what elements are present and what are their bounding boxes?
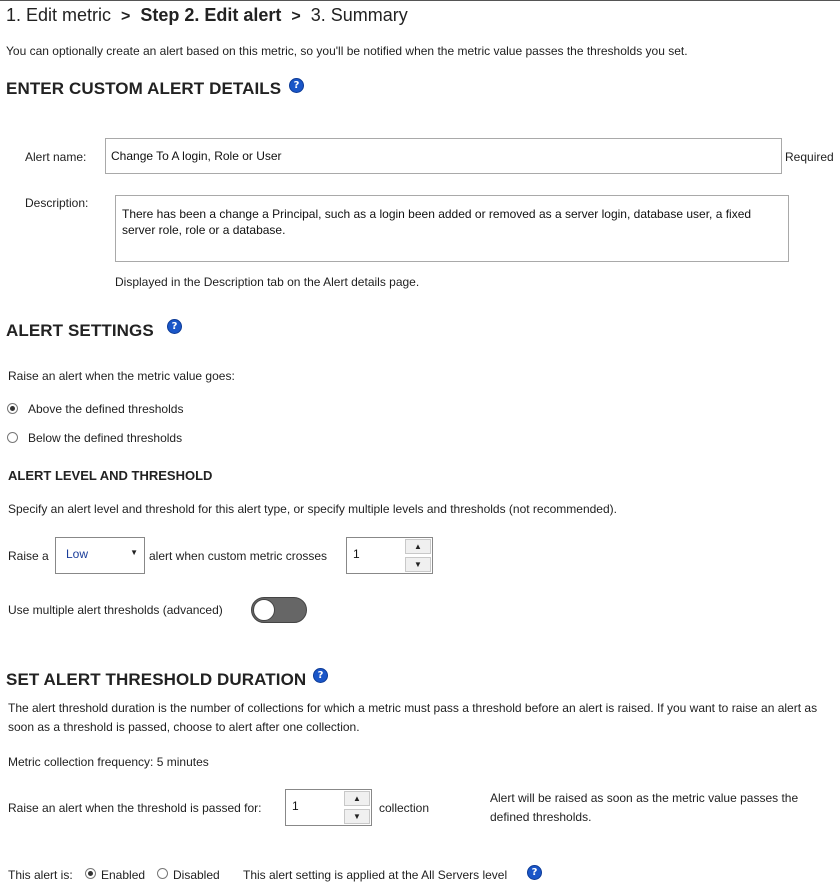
alert-name-label: Alert name: (25, 150, 87, 164)
radio-above-thresholds[interactable] (7, 403, 18, 414)
duration-note-line1: Alert will be raised as soon as the metric value passes the (490, 791, 799, 805)
alert-level-value: Low (66, 547, 89, 561)
alert-level-select[interactable] (55, 537, 145, 574)
collection-unit: collection (379, 801, 430, 815)
radio-disabled[interactable] (157, 868, 168, 879)
radio-below-label[interactable]: Below the defined thresholds (28, 431, 183, 445)
breadcrumb (6, 5, 408, 26)
alert-scope-text: This alert setting is applied at the All Servers level (243, 868, 508, 882)
intro-text: You can optionally create an alert based on this metric, so you'll be notified when the metric value passes the thresholds you set. (6, 44, 688, 58)
collection-frequency: Metric collection frequency: 5 minutes (8, 755, 209, 769)
description-label: Description: (25, 196, 89, 210)
duration-title: SET ALERT THRESHOLD DURATION (6, 670, 307, 689)
help-icon[interactable]: ? (527, 865, 542, 880)
passed-for-label: Raise an alert when the threshold is passed for: (8, 801, 262, 815)
top-border (0, 0, 840, 1)
help-icon[interactable]: ? (167, 319, 182, 334)
alert-name-input[interactable]: Change To A login, Role or User (105, 138, 782, 174)
required-label: Required (785, 150, 834, 164)
collections-stepper[interactable] (285, 789, 372, 826)
duration-description-line2: soon as a threshold is passed, choose to alert after one collection. (8, 720, 360, 734)
radio-enabled-label[interactable]: Enabled (101, 868, 146, 882)
breadcrumb-separator: > (121, 8, 131, 25)
collections-value[interactable]: 1 (292, 799, 299, 813)
breadcrumb-step-edit-alert: Step 2. Edit alert (140, 5, 282, 25)
duration-description-line1: The alert threshold duration is the number of collections for which a metric must pass a threshold before an alert is raised. If you want to raise an alert as (8, 701, 818, 715)
description-textarea[interactable]: There has been a change a Principal, such as a login been added or removed as a server login, database user, a fixed server role, role or a database. (115, 195, 789, 262)
toggle-knob (253, 599, 275, 621)
crosses-label: alert when custom metric crosses (149, 549, 328, 563)
multiple-thresholds-label: Use multiple alert thresholds (advanced) (8, 603, 223, 617)
help-icon[interactable]: ? (289, 78, 304, 93)
spin-down-icon[interactable]: ▼ (405, 557, 431, 572)
level-threshold-title: ALERT LEVEL AND THRESHOLD (8, 468, 213, 483)
spin-up-icon[interactable]: ▲ (405, 539, 431, 554)
description-hint: Displayed in the Description tab on the Alert details page. (115, 275, 420, 289)
spin-down-icon[interactable]: ▼ (344, 809, 370, 824)
breadcrumb-step-summary[interactable]: 3. Summary (310, 5, 408, 25)
custom-details-title: ENTER CUSTOM ALERT DETAILS (6, 79, 282, 98)
spin-up-icon[interactable]: ▲ (344, 791, 370, 806)
chevron-down-icon: ▼ (130, 548, 138, 557)
alert-status-label: This alert is: (8, 868, 73, 882)
multiple-thresholds-toggle[interactable] (251, 597, 307, 623)
threshold-value[interactable]: 1 (353, 547, 360, 561)
level-threshold-description: Specify an alert level and threshold for this alert type, or specify multiple levels and thresholds (not recommended). (8, 502, 617, 516)
breadcrumb-separator: > (291, 8, 301, 25)
breadcrumb-step-edit-metric[interactable]: 1. Edit metric (6, 5, 112, 25)
threshold-stepper[interactable] (346, 537, 433, 574)
duration-note-line2: defined thresholds. (490, 810, 592, 824)
alert-settings-title: ALERT SETTINGS (6, 321, 154, 340)
radio-below-thresholds[interactable] (7, 432, 18, 443)
help-icon[interactable]: ? (313, 668, 328, 683)
radio-enabled[interactable] (85, 868, 96, 879)
raise-prompt: Raise an alert when the metric value goes: (8, 369, 235, 383)
raise-a-label: Raise a (8, 549, 49, 563)
radio-disabled-label[interactable]: Disabled (173, 868, 220, 882)
radio-above-label[interactable]: Above the defined thresholds (28, 402, 184, 416)
